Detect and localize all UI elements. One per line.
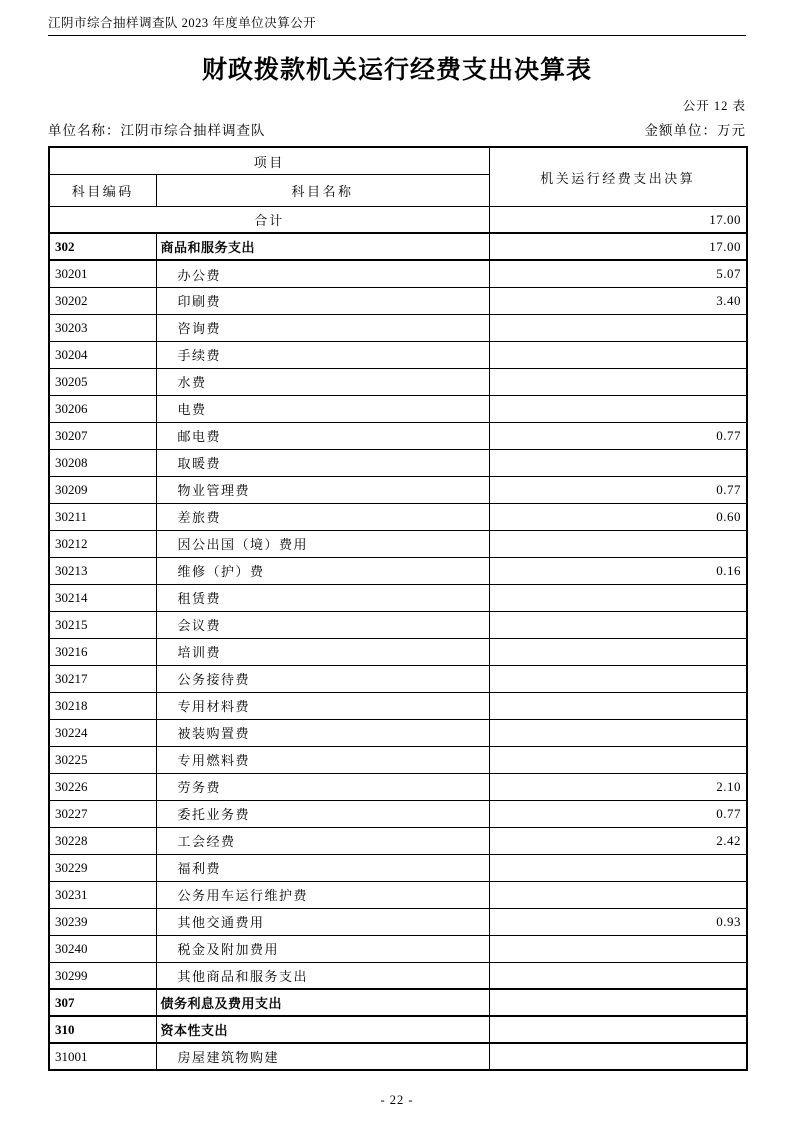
table-head (49, 147, 747, 206)
value-cell (489, 395, 747, 422)
value-cell (489, 341, 747, 368)
subject-code-cell: 30228 (49, 827, 156, 854)
value-cell (489, 935, 747, 962)
value-cell: 0.60 (489, 503, 747, 530)
subject-code-cell: 30213 (49, 557, 156, 584)
subject-code-cell: 30204 (49, 341, 156, 368)
subject-name-cell: 公务用车运行维护费 (156, 881, 489, 908)
value-cell (489, 530, 747, 557)
value-cell: 3.40 (489, 287, 747, 314)
subject-name-cell: 专用材料费 (156, 692, 489, 719)
table-row (49, 800, 747, 827)
subject-code-cell: 30207 (49, 422, 156, 449)
subject-code-cell: 30202 (49, 287, 156, 314)
subject-name-cell: 咨询费 (156, 314, 489, 341)
table-row (49, 962, 747, 989)
subject-name-cell: 委托业务费 (156, 800, 489, 827)
value-cell (489, 746, 747, 773)
subject-name-cell: 邮电费 (156, 422, 489, 449)
value-cell: 2.42 (489, 827, 747, 854)
table-row (49, 260, 747, 287)
table-row (49, 584, 747, 611)
unit-name-label: 单位名称：江阴市综合抽样调查队 (48, 123, 266, 139)
amount-unit-label: 金额单位：万元 (644, 123, 746, 139)
value-cell (489, 1016, 747, 1043)
value-cell (489, 368, 747, 395)
table-row (49, 422, 747, 449)
subject-code-cell: 30214 (49, 584, 156, 611)
table-body (49, 206, 747, 1070)
subject-name-cell: 福利费 (156, 854, 489, 881)
table-row (49, 827, 747, 854)
table-row (49, 989, 747, 1016)
value-cell (489, 1043, 747, 1070)
document-header-text: 江阴市综合抽样调查队 2023 年度单位决算公开 (48, 16, 317, 30)
subject-name-cell: 税金及附加费用 (156, 935, 489, 962)
subject-code-cell: 30229 (49, 854, 156, 881)
subject-name-cell: 资本性支出 (156, 1016, 489, 1043)
total-value: 17.00 (489, 206, 747, 233)
subject-code-cell: 307 (49, 989, 156, 1016)
table-row (49, 692, 747, 719)
value-cell (489, 719, 747, 746)
table-row (49, 854, 747, 881)
subject-code-cell: 30231 (49, 881, 156, 908)
subject-code-cell: 30203 (49, 314, 156, 341)
value-cell (489, 881, 747, 908)
subject-code-cell: 30240 (49, 935, 156, 962)
table-row (49, 773, 747, 800)
header-project: 项目 (49, 147, 489, 174)
value-cell (489, 692, 747, 719)
subject-code-cell: 30227 (49, 800, 156, 827)
table-row (49, 368, 747, 395)
subject-name-cell: 公务接待费 (156, 665, 489, 692)
value-cell (489, 665, 747, 692)
total-label: 合计 (49, 206, 489, 233)
table-row (49, 395, 747, 422)
subject-code-cell: 30208 (49, 449, 156, 476)
table-row (49, 530, 747, 557)
subject-code-cell: 30201 (49, 260, 156, 287)
value-cell: 0.77 (489, 476, 747, 503)
header-value-column: 机关运行经费支出决算 (489, 147, 747, 206)
value-cell: 2.10 (489, 773, 747, 800)
subject-code-cell: 30299 (49, 962, 156, 989)
subject-code-cell: 30211 (49, 503, 156, 530)
table-row (49, 449, 747, 476)
subject-name-cell: 房屋建筑物购建 (156, 1043, 489, 1070)
value-cell: 0.93 (489, 908, 747, 935)
subject-name-cell: 电费 (156, 395, 489, 422)
subject-name-cell: 维修（护）费 (156, 557, 489, 584)
value-cell (489, 449, 747, 476)
subject-code-cell: 30218 (49, 692, 156, 719)
value-cell (489, 962, 747, 989)
subject-code-cell: 31001 (49, 1043, 156, 1070)
subject-code-cell: 30216 (49, 638, 156, 665)
subject-name-cell: 专用燃料费 (156, 746, 489, 773)
subject-name-cell: 印刷费 (156, 287, 489, 314)
value-cell (489, 314, 747, 341)
document-header (48, 0, 746, 36)
table-row (49, 746, 747, 773)
subject-code-cell: 302 (49, 233, 156, 260)
subject-name-cell: 债务利息及费用支出 (156, 989, 489, 1016)
value-cell (489, 989, 747, 1016)
subject-code-cell: 30217 (49, 665, 156, 692)
value-cell: 17.00 (489, 233, 747, 260)
table-row (49, 1016, 747, 1043)
subject-name-cell: 办公费 (156, 260, 489, 287)
subject-code-cell: 30226 (49, 773, 156, 800)
total-row (49, 206, 747, 233)
subject-name-cell: 物业管理费 (156, 476, 489, 503)
table-row (49, 611, 747, 638)
table-number-label: 公开 12 表 (682, 99, 746, 114)
subject-code-cell: 30239 (49, 908, 156, 935)
table-row (49, 557, 747, 584)
table-row (49, 476, 747, 503)
subject-name-cell: 租赁费 (156, 584, 489, 611)
value-cell (489, 611, 747, 638)
table-row (49, 908, 747, 935)
subject-name-cell: 因公出国（境）费用 (156, 530, 489, 557)
value-cell (489, 854, 747, 881)
table-row (49, 503, 747, 530)
subject-code-cell: 30212 (49, 530, 156, 557)
subject-name-cell: 取暖费 (156, 449, 489, 476)
page-number: - 22 - (380, 1093, 414, 1108)
table-row (49, 665, 747, 692)
subject-name-cell: 其他商品和服务支出 (156, 962, 489, 989)
value-cell (489, 584, 747, 611)
subject-name-cell: 商品和服务支出 (156, 233, 489, 260)
subject-name-cell: 劳务费 (156, 773, 489, 800)
table-row (49, 233, 747, 260)
table-row (49, 638, 747, 665)
header-subject-code: 科目编码 (49, 174, 156, 206)
subject-name-cell: 培训费 (156, 638, 489, 665)
subject-code-cell: 30206 (49, 395, 156, 422)
table-row (49, 341, 747, 368)
table-row (49, 881, 747, 908)
table-row (49, 287, 747, 314)
meta-row (48, 119, 746, 139)
expense-table (48, 146, 748, 1071)
subject-code-cell: 30205 (49, 368, 156, 395)
page-title: 财政拨款机关运行经费支出决算表 (201, 57, 592, 84)
header-subject-name: 科目名称 (156, 174, 489, 206)
subject-code-cell: 30224 (49, 719, 156, 746)
subject-name-cell: 水费 (156, 368, 489, 395)
subject-name-cell: 差旅费 (156, 503, 489, 530)
subject-name-cell: 会议费 (156, 611, 489, 638)
subject-code-cell: 30209 (49, 476, 156, 503)
subject-name-cell: 工会经费 (156, 827, 489, 854)
table-row (49, 314, 747, 341)
table-row (49, 935, 747, 962)
value-cell: 5.07 (489, 260, 747, 287)
table-row (49, 719, 747, 746)
value-cell: 0.16 (489, 557, 747, 584)
table-header-row-1 (49, 147, 747, 174)
subject-name-cell: 手续费 (156, 341, 489, 368)
subject-name-cell: 被装购置费 (156, 719, 489, 746)
subject-name-cell: 其他交通费用 (156, 908, 489, 935)
value-cell (489, 638, 747, 665)
subject-code-cell: 30225 (49, 746, 156, 773)
subject-code-cell: 310 (49, 1016, 156, 1043)
table-row (49, 1043, 747, 1070)
subject-code-cell: 30215 (49, 611, 156, 638)
value-cell: 0.77 (489, 422, 747, 449)
value-cell: 0.77 (489, 800, 747, 827)
